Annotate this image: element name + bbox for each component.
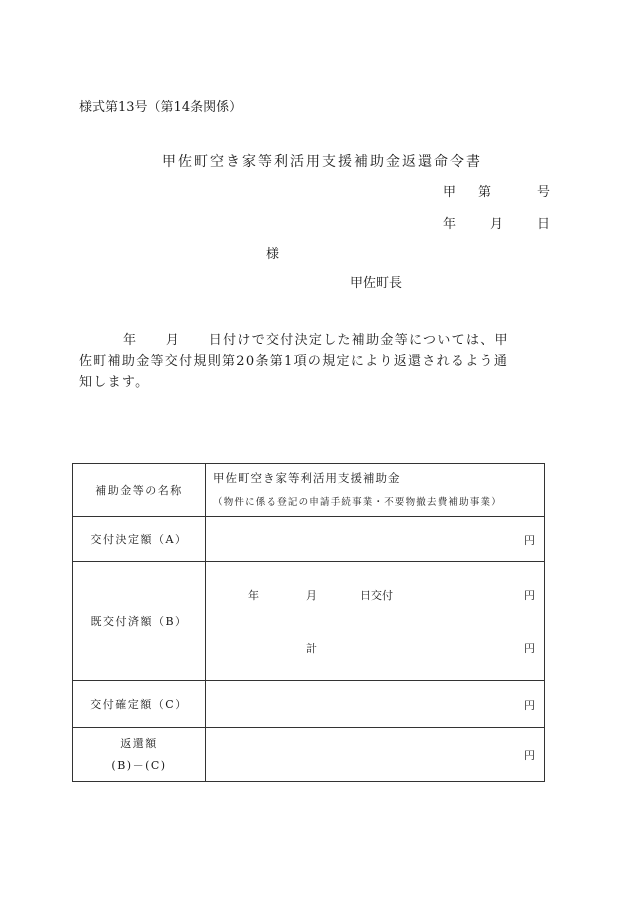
document-title: 甲佐町空き家等利活用支援補助金返還命令書 [162, 154, 482, 170]
notice-line-1: 年 月 日付けで交付決定した補助金等については、甲 [123, 333, 509, 348]
document-number-go: 号 [537, 185, 551, 200]
refund-detail-table [72, 463, 545, 782]
table-row-decision-amount [73, 517, 545, 562]
paid-total-unit: 円 [524, 642, 535, 655]
confirmed-amount-unit: 円 [524, 699, 535, 712]
table-row-paid-amount [73, 562, 545, 681]
refund-amount-formula: (B)－(C) [111, 758, 167, 772]
refund-amount-unit: 円 [524, 749, 535, 762]
form-number: 様式第13号（第14条関係） [79, 100, 243, 115]
confirmed-amount-cell [206, 681, 545, 728]
paid-total-label: 計 [306, 642, 317, 655]
subsidy-name-note: （物件に係る登記の申請手続事業・不要物撤去費補助事業） [213, 497, 502, 508]
paid-amount-label: 既交付済額（B） [73, 562, 206, 681]
table-row-confirmed-amount [73, 681, 545, 728]
notice-line-3: 知します。 [79, 375, 150, 390]
notice-line-2: 佐町補助金等交付規則第20条第1項の規定により返還されるよう通 [79, 354, 509, 369]
document-number-dai: 第 [478, 185, 492, 200]
subsidy-name-cell [206, 464, 545, 517]
subsidy-name-value: 甲佐町空き家等利活用支援補助金 [213, 471, 401, 485]
decision-amount-label: 交付決定額（A） [73, 517, 206, 562]
addressee-honorific: 様 [266, 247, 280, 262]
decision-amount-cell [206, 517, 545, 562]
paid-amount-unit: 円 [524, 589, 535, 602]
decision-amount-unit: 円 [524, 534, 535, 547]
paid-month: 月 [306, 589, 317, 602]
issuer-name: 甲佐町長 [350, 276, 403, 291]
notice-body [79, 330, 553, 393]
subsidy-name-label: 補助金等の名称 [73, 464, 206, 517]
paid-year: 年 [248, 589, 259, 602]
table-row-refund-amount [73, 728, 545, 782]
paid-amount-cell [206, 562, 545, 681]
paid-day: 日交付 [360, 589, 393, 602]
refund-amount-cell [206, 728, 545, 782]
date-day: 日 [537, 217, 551, 232]
date-month: 月 [490, 217, 504, 232]
date-year: 年 [443, 217, 457, 232]
refund-amount-label: 返還額 [120, 736, 158, 750]
document-number-prefix: 甲 [443, 185, 457, 200]
table-row-subsidy-name [73, 464, 545, 517]
refund-amount-label-cell [73, 728, 206, 782]
confirmed-amount-label: 交付確定額（C） [73, 681, 206, 728]
